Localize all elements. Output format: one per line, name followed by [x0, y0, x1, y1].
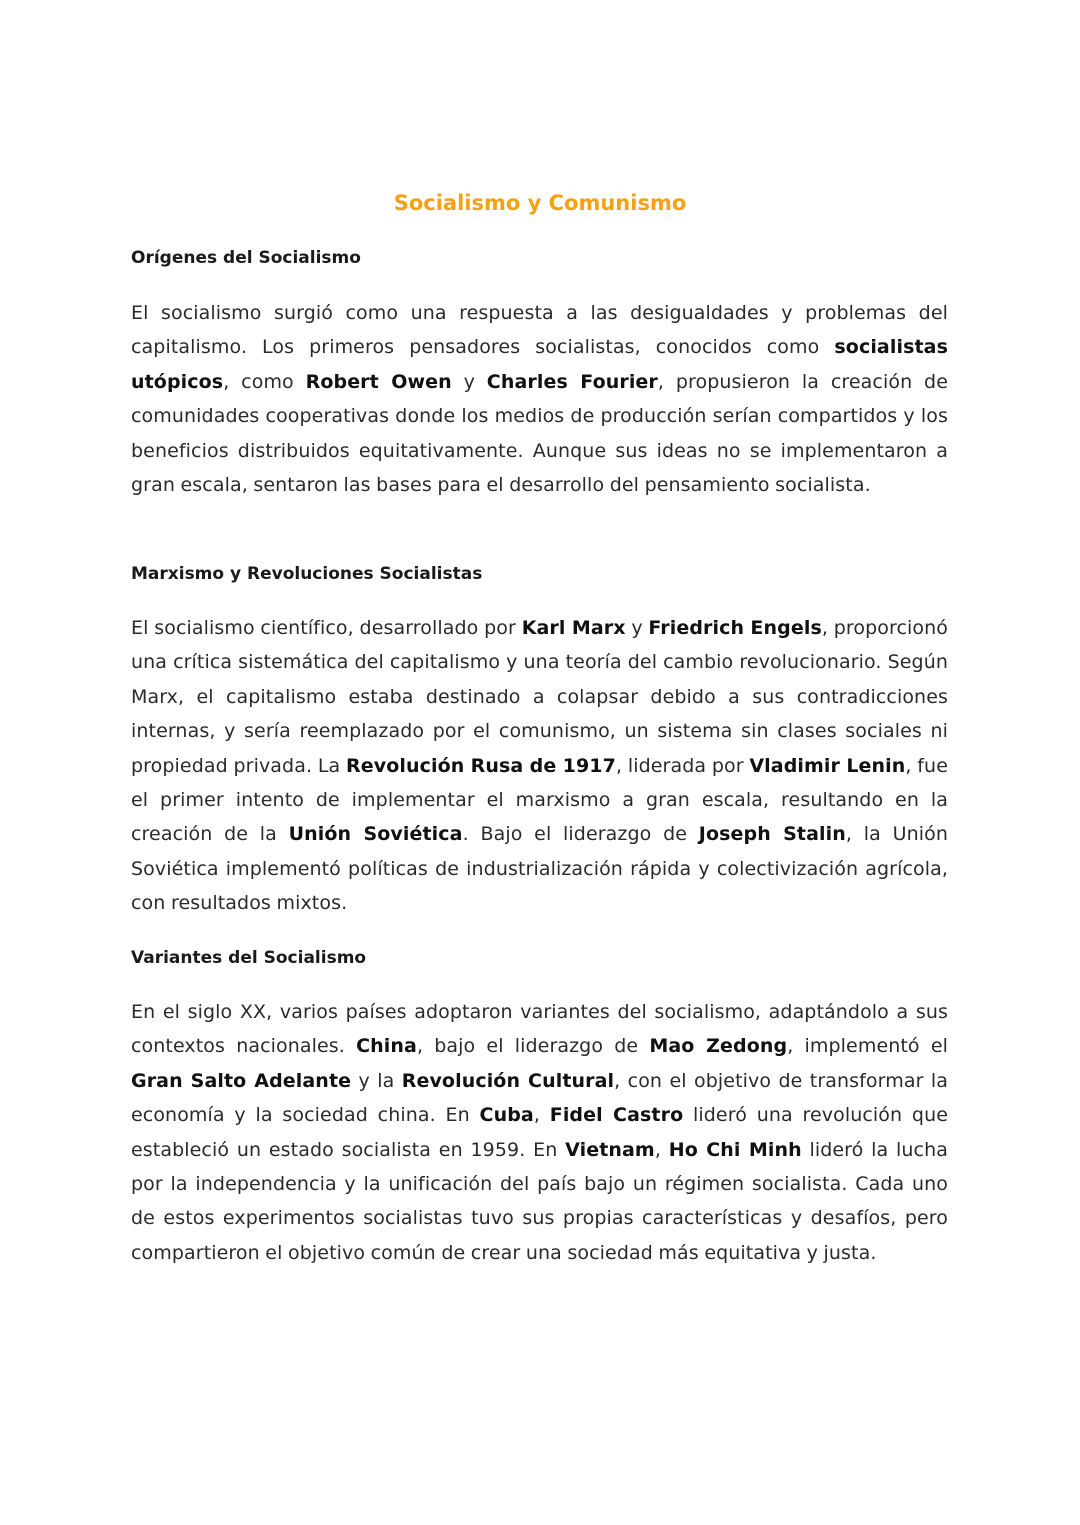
text-run: y: [451, 370, 487, 393]
text-run: , proporcionó una crítica sistemática del capitalismo y una teoría del cambio revolucionario. Según Marx, el capitalismo estaba destinado a colapsar debido a sus contradicciones internas, y sería reemplazado por el comunismo, un sistema sin clases sociales ni propiedad privada. La: [131, 617, 949, 777]
bold-term: Mao Zedong: [649, 1035, 788, 1058]
text-run: , bajo el liderazgo de: [416, 1035, 650, 1058]
bold-term: Friedrich Engels: [648, 617, 822, 639]
text-run: ,: [533, 1104, 550, 1127]
text-run: El socialismo surgió como una respuesta a las desigualdades y problemas del capitalismo. Los primeros pensadores socialistas, conocidos como: [131, 302, 948, 359]
section-heading-variants: Variantes del Socialismo: [131, 948, 367, 968]
text-run: ,: [654, 1138, 669, 1161]
text-run: , propusieron la creación de comunidades cooperativas donde los medios de producción serían compartidos y los beneficios distribuidos equitativamente. Aunque sus ideas no se implementaron a gran escala, sentaron las bases para el desarrollo del pensamiento socialista.: [131, 370, 948, 497]
bold-term: Fidel Castro: [549, 1104, 684, 1127]
bold-term: Karl Marx: [521, 617, 626, 639]
text-run: , como: [223, 370, 306, 393]
text-run: y: [625, 617, 649, 639]
bold-term: Ho Chi Minh: [668, 1138, 802, 1161]
bold-term: Cuba: [479, 1104, 534, 1127]
bold-term: Revolución Cultural: [401, 1069, 615, 1092]
bold-term: Robert Owen: [305, 370, 452, 393]
document-title: Socialismo y Comunismo: [393, 191, 687, 215]
text-run: y la: [351, 1069, 402, 1092]
bold-term: Vietnam: [565, 1138, 655, 1161]
bold-term: Unión Soviética: [288, 823, 463, 846]
bold-term: Revolución Rusa de 1917: [346, 754, 616, 777]
text-run: El socialismo científico, desarrollado por: [131, 617, 522, 639]
bold-term: socialistas utópicos: [131, 336, 948, 393]
section-heading-origins: Orígenes del Socialismo: [131, 248, 361, 268]
text-run: , liderada por: [615, 754, 750, 777]
text-run: , la Unión Soviética implementó políticas de industrialización rápida y colectivización agrícola, con resultados mixtos.: [131, 823, 948, 915]
bold-term: Vladimir Lenin: [749, 754, 906, 777]
bold-term: Joseph Stalin: [698, 823, 846, 846]
bold-term: Charles Fourier: [486, 370, 658, 393]
section-paragraph-variants: [131, 995, 948, 1270]
section-heading-marxism: Marxismo y Revoluciones Socialistas: [131, 564, 483, 584]
text-run: . Bajo el liderazgo de: [462, 823, 699, 846]
text-run: En el siglo XX, varios países adoptaron variantes del socialismo, adaptándolo a sus contextos nacionales.: [131, 1001, 948, 1058]
bold-term: China: [356, 1035, 417, 1058]
section-paragraph-origins: [131, 296, 948, 502]
text-run: , fue el primer intento de implementar el marxismo a gran escala, resultando en la creación de la: [131, 754, 948, 846]
section-paragraph-marxism: [131, 611, 948, 921]
text-run: lideró la lucha por la independencia y la unificación del país bajo un régimen socialista. Cada uno de estos experimentos socialistas tuvo sus propias características y desafíos, pero compartieron el objetivo común de crear una sociedad más equitativa y justa.: [131, 1138, 948, 1264]
bold-term: Gran Salto Adelante: [131, 1069, 352, 1092]
text-run: , con el objetivo de transformar la economía y la sociedad china. En: [131, 1069, 948, 1127]
text-run: , implementó el: [787, 1035, 948, 1058]
text-run: lideró una revolución que estableció un estado socialista en 1959. En: [131, 1104, 948, 1161]
